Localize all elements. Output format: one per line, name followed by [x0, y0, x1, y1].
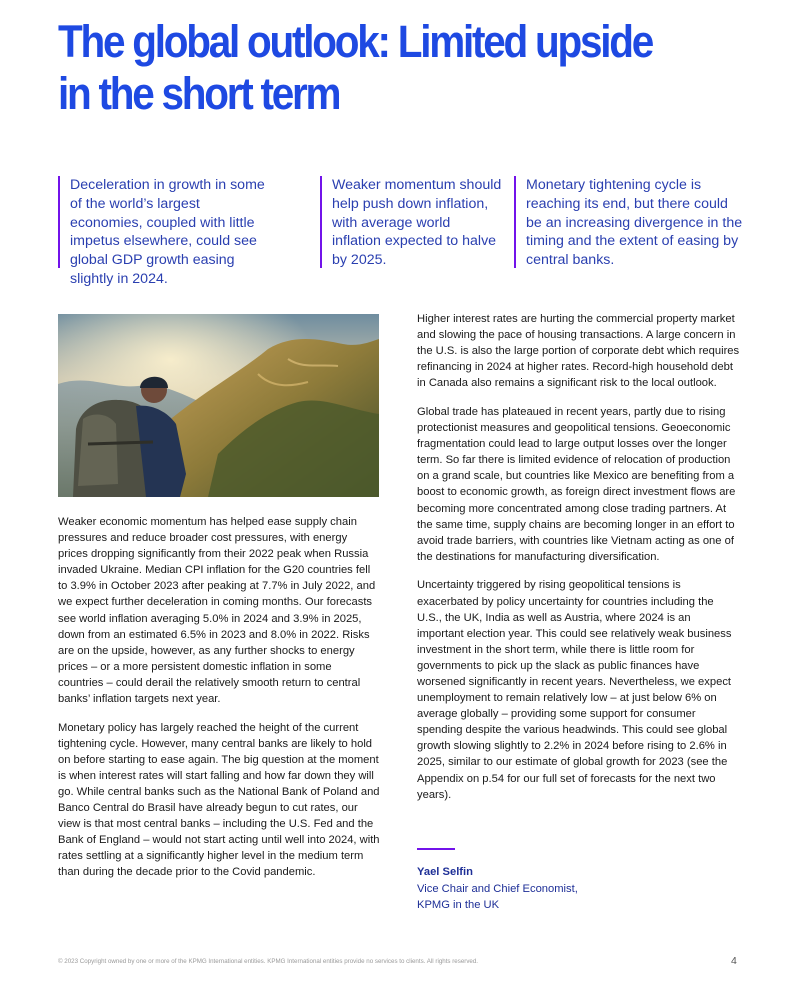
page-title: The global outlook: Limited upside in the short term [58, 16, 652, 119]
paragraph-uncertainty: Uncertainty triggered by rising geopolitical tensions is exacerbated by policy uncertainty for countries including the U.S., the UK, India as well as Austria, where 2024 is an important election year. This could see relatively weak business investment in the short term, while there is little room for governments to pick up the slack as public finances have worsened significantly in recent years. Nevertheless, we expect unemployment to remain relatively low – at just below 6% on average globally – providing some support for consumer spending despite the various headwinds. This could see global growth slowing slightly to 2.2% in 2024 before rising to 2.6% in 2025, similar to our estimate of global growth for 2023 (see the Appendix on p.54 for our full set of forecasts for the next two years). [417, 579, 732, 801]
paragraph-monetary-policy: Monetary policy has largely reached the height of the current tightening cycle. However, many central banks are likely to hold on before starting to ease again. The big question at the moment is when interest rates will start falling and how far down they will go. While central banks such as the National Bank of Poland and Banco Central do Brasil have already begun to cut rates, our view is that most central banks – including the U.S. Fed and the Bank of England – would not start acting until well into 2024, with rates settling at a significantly higher level in the medium term than during the decade prior to the Covid pandemic. [58, 721, 380, 879]
hiker-mountain-photo [58, 314, 379, 497]
left-column [58, 514, 380, 893]
copyright-footer: © 2023 Copyright owned by one or more of the KPMG International entities. KPMG International entities provide no services to clients. All rights reserved. [58, 958, 479, 965]
author-signature [417, 864, 717, 914]
paragraph-interest-rates: Higher interest rates are hurting the commercial property market and slowing the pace of housing transactions. A large concern in the U.S. is also the large portion of corporate debt which requires refinancing in 2024 at higher rates. Record-high household debt in Canada also remains a significant risk to the local outlook. [417, 313, 740, 390]
page-number: 4 [731, 955, 737, 967]
key-point-growth: Deceleration in growth in some of the world’s largest economies, coupled with little impetus elsewhere, could see global GDP growth easing slightly in 2024. [58, 176, 270, 268]
author-title: Vice Chair and Chief Economist, [417, 882, 578, 895]
author-organization: KPMG in the UK [417, 899, 500, 911]
key-point-monetary: Monetary tightening cycle is reaching its end, but there could be an increasing divergence in the timing and the extent of easing by central banks. [514, 176, 746, 268]
paragraph-inflation: Weaker economic momentum has helped ease supply chain pressures and reduce broader cost pressures, with energy prices dropping significantly from their 2022 peak when Russia invaded Ukraine. Median CPI inflation for the G20 countries fell to 3.9% in October 2023 after peaking at 7.7% in July 2022, and we expect further deceleration in coming months. Our forecasts see world inflation averaging 5.0% in 2024 and 3.9% in 2025, down from an estimated 6.5% in 2023 and 8.0% in 2022. Risks are on the upside, however, as any further shocks to energy prices – or a more persistent domestic inflation in some countries – could derail the relatively smooth return to central banks’ inflation targets next year. [58, 516, 376, 706]
key-points [58, 176, 748, 287]
right-column [417, 311, 740, 815]
paragraph-global-trade: Global trade has plateaued in recent years, partly due to rising protectionist measures and geopolitical tensions. Geoeconomic fragmentation could lead to large output losses over the longer term. So far there is limited evidence of relocation of production on a grand scale, but countries like Mexico are benefiting from a boost to economic growth, as foreign direct investment flows are becoming more concentrated among close trading partners. At the same time, supply chains are becoming longer in an effort to avoid trade barriers, with countries like Vietnam acting as one of the destinations for manufacturing diversification. [417, 405, 736, 563]
key-point-inflation: Weaker momentum should help push down inflation, with average world inflation expected to halve by 2025. [320, 176, 502, 268]
author-name: Yael Selfin [417, 866, 473, 878]
signature-divider [417, 848, 455, 850]
